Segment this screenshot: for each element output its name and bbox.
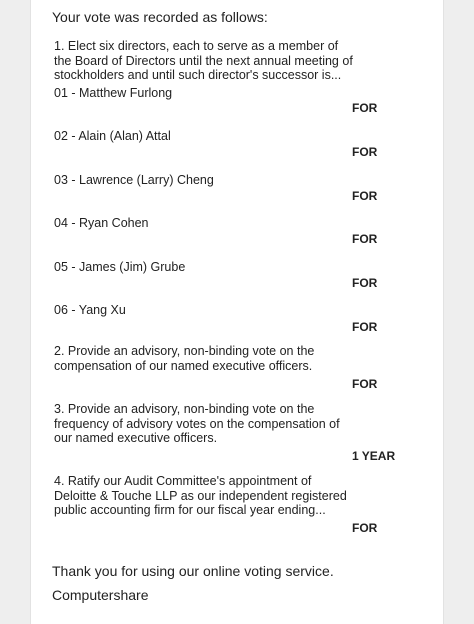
candidate-02-name: 02 - Alain (Alan) Attal bbox=[54, 129, 171, 143]
proposal-4-text: 4. Ratify our Audit Committee's appointment of Deloitte & Touche LLP as our independent registered public accounting firm for our fiscal year ending... bbox=[54, 474, 347, 517]
proposal-2-text: 2. Provide an advisory, non-binding vote on the compensation of our named executive officers. bbox=[54, 344, 315, 373]
candidate-01-vote: FOR bbox=[352, 101, 378, 115]
proposal-1-text: 1. Elect six directors, each to serve as a member of the Board of Directors until the next annual meeting of stockholders and until such director's successor is... bbox=[54, 39, 353, 82]
candidate-06-vote: FOR bbox=[352, 320, 378, 334]
thank-you-message: Thank you for using our online voting service. bbox=[52, 563, 334, 579]
candidate-03-vote: FOR bbox=[352, 189, 378, 203]
candidate-02-vote: FOR bbox=[352, 145, 378, 159]
proposal-4-vote: FOR bbox=[352, 521, 378, 535]
vote-recorded-heading: Your vote was recorded as follows: bbox=[52, 9, 268, 25]
candidate-05-vote: FOR bbox=[352, 276, 378, 290]
proposal-3-vote: 1 YEAR bbox=[352, 449, 396, 463]
candidate-01-name: 01 - Matthew Furlong bbox=[54, 86, 173, 100]
candidate-03-name: 03 - Lawrence (Larry) Cheng bbox=[54, 173, 214, 187]
vote-confirmation-card bbox=[30, 0, 444, 624]
candidate-06-name: 06 - Yang Xu bbox=[54, 303, 126, 317]
signature: Computershare bbox=[52, 587, 149, 603]
candidate-04-vote: FOR bbox=[352, 232, 378, 246]
proposal-3-text: 3. Provide an advisory, non-binding vote on the frequency of advisory votes on the compensation of our named executive officers. bbox=[54, 402, 340, 445]
candidate-05-name: 05 - James (Jim) Grube bbox=[54, 260, 186, 274]
candidate-04-name: 04 - Ryan Cohen bbox=[54, 216, 149, 230]
proposal-2-vote: FOR bbox=[352, 377, 378, 391]
